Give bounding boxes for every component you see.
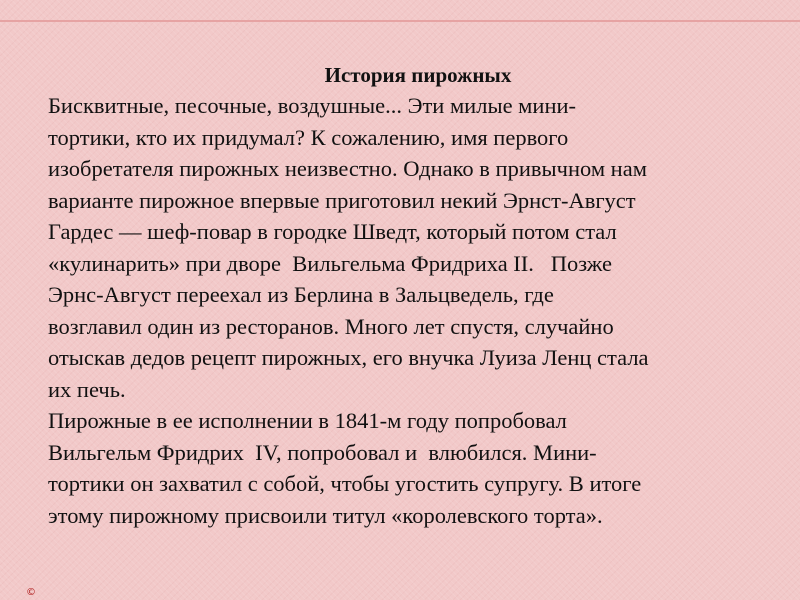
copyright-mark: © [26, 587, 36, 598]
text-line-11: Пирожные в ее исполнении в 1841-м году попробовал [48, 408, 567, 433]
text-line-2: тортики, кто их придумал? К сожалению, имя первого [48, 124, 569, 150]
text-line-6: «кулинарить» при дворе Вильгельма Фридриха II. Позже [48, 250, 613, 276]
text-line-12: Вильгельм Фридрих IV, попробовал и влюбился. Мини- [48, 439, 597, 465]
text-line-4: варианте пирожное впервые приготовил некий Эрнст-Август [48, 187, 636, 213]
text-line-1: Бисквитные, песочные, воздушные... Эти милые мини- [48, 93, 577, 118]
text-line-5: Гардес — шеф-повар в городке Шведт, который потом стал [48, 219, 617, 244]
slide-text-block [48, 60, 778, 531]
text-line-9: отыскав дедов рецепт пирожных, его внучка Луиза Ленц стала [48, 345, 649, 370]
text-line-3: изобретателя пирожных неизвестно. Однако в привычном нам [48, 156, 647, 181]
text-line-8: возглавил один из ресторанов. Много лет спустя, случайно [48, 313, 614, 339]
top-divider-line [0, 20, 800, 22]
text-line-7: Эрнс-Август переехал из Берлина в Зальцведель, где [48, 282, 554, 307]
text-line-10: их печь. [48, 376, 126, 402]
text-line-13: тортики он захватил с собой, чтобы угостить супругу. В итоге [48, 471, 642, 496]
slide-title: История пирожных [324, 63, 512, 87]
text-line-14: этому пирожному присвоили титул «королевского торта». [48, 502, 603, 528]
